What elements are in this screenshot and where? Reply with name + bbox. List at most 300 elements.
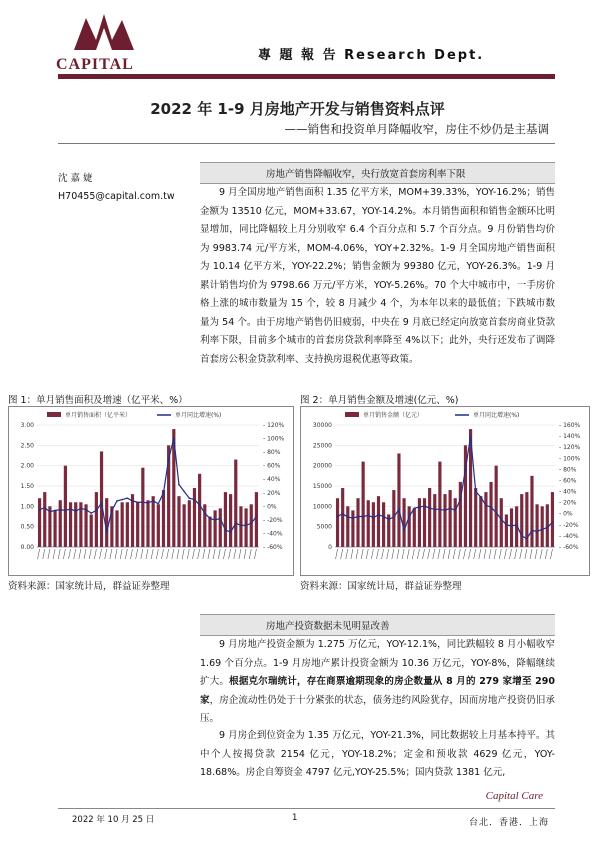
x-axis-tick-mark xyxy=(402,549,404,559)
x-axis-tick-mark xyxy=(125,549,127,559)
growth-point xyxy=(388,518,390,520)
x-axis-tick-mark xyxy=(417,549,419,559)
bar xyxy=(443,494,446,547)
x-axis-tick-mark xyxy=(84,549,86,559)
growth-point xyxy=(475,491,477,493)
right-axis-tick: - -40% xyxy=(263,530,283,538)
figure1-chart xyxy=(8,406,294,576)
x-axis-tick-mark xyxy=(69,549,71,559)
right-axis-tick: - -20% xyxy=(559,521,579,529)
growth-point xyxy=(225,529,227,531)
bar xyxy=(438,462,441,547)
section2-heading: 房地产投资数据未见明显改善 xyxy=(200,614,555,636)
growth-point xyxy=(383,516,385,518)
bar xyxy=(454,498,457,547)
bar xyxy=(541,506,544,547)
growth-point xyxy=(347,516,349,518)
x-axis-tick-mark xyxy=(213,549,215,559)
x-axis-tick-mark xyxy=(141,549,143,559)
left-axis-tick: 15000 xyxy=(312,483,332,490)
left-axis-tick: 0.00 xyxy=(20,544,34,551)
bar xyxy=(397,453,400,547)
growth-point xyxy=(199,504,201,506)
x-axis-tick-mark xyxy=(208,549,210,559)
x-axis-tick-mark xyxy=(407,549,409,559)
x-axis-tick-mark xyxy=(412,549,414,559)
x-axis-tick-mark xyxy=(346,549,348,559)
x-axis-tick-mark xyxy=(38,549,40,559)
report-title: 2022 年 1-9 月房地产开发与销售资料点评 xyxy=(150,100,445,118)
x-axis-tick-mark xyxy=(79,549,81,559)
growth-point xyxy=(367,515,369,517)
x-axis-tick-mark xyxy=(53,549,55,559)
bar xyxy=(372,502,375,547)
x-axis-tick-mark xyxy=(110,549,112,559)
left-axis-tick: 10000 xyxy=(312,503,332,511)
footer-page-number: 1 xyxy=(292,813,298,823)
x-axis-tick-mark xyxy=(94,549,96,559)
x-axis-tick-mark xyxy=(474,549,476,559)
left-axis-tick: 1.50 xyxy=(20,483,34,490)
growth-point xyxy=(460,499,462,501)
growth-point xyxy=(189,497,191,499)
x-axis-tick-mark xyxy=(161,549,163,559)
x-axis-tick-mark xyxy=(397,549,399,559)
bar xyxy=(38,498,41,547)
bar xyxy=(74,502,77,547)
left-axis-tick: 0 xyxy=(328,544,332,551)
growth-point xyxy=(552,521,554,523)
bar xyxy=(131,494,134,547)
growth-point xyxy=(256,516,258,518)
x-axis-tick-mark xyxy=(504,549,506,559)
growth-point xyxy=(444,510,446,512)
bar xyxy=(392,490,395,547)
growth-point xyxy=(194,499,196,501)
bar xyxy=(157,504,160,547)
x-axis-tick-mark xyxy=(448,549,450,559)
x-axis-tick-mark xyxy=(550,549,552,559)
section2-paragraph1 xyxy=(200,636,555,729)
legend-line-label: 单月同比增速(%) xyxy=(175,412,222,419)
growth-point xyxy=(137,501,139,503)
growth-point xyxy=(490,506,492,508)
growth-point xyxy=(158,503,160,505)
x-axis-tick-mark xyxy=(156,549,158,559)
header-bar xyxy=(58,74,555,79)
growth-point xyxy=(337,516,339,518)
right-axis-tick: - 80% xyxy=(263,449,281,457)
left-axis-tick: 3.00 xyxy=(20,422,34,429)
growth-point xyxy=(408,516,410,518)
x-axis-tick-mark xyxy=(458,549,460,559)
growth-point xyxy=(526,538,528,540)
x-axis-tick-mark xyxy=(198,549,200,559)
x-axis-tick-mark xyxy=(336,549,338,559)
growth-point xyxy=(209,518,211,520)
left-axis-tick: 2.50 xyxy=(20,442,34,450)
capital-logo-bird xyxy=(66,10,142,56)
growth-point xyxy=(414,507,416,509)
x-axis-tick-mark xyxy=(172,549,174,559)
growth-point xyxy=(521,535,523,537)
figure2-caption: 图 2：单月销售金额及增速(亿元、%) xyxy=(300,395,459,406)
bar xyxy=(59,500,62,547)
bar xyxy=(551,492,554,547)
x-axis-tick-mark xyxy=(392,549,394,559)
x-axis-tick-mark xyxy=(146,549,148,559)
bar xyxy=(505,514,508,547)
capital-logo-text: CAPITAL xyxy=(56,56,134,73)
right-axis-tick: - 100% xyxy=(263,435,285,443)
bar xyxy=(219,508,222,547)
bar xyxy=(510,508,513,547)
author-email[interactable]: H70455@capital.com.tw xyxy=(58,191,175,202)
x-axis-tick-mark xyxy=(192,549,194,559)
left-axis-tick: 5000 xyxy=(316,523,332,531)
growth-point xyxy=(235,522,237,524)
bar xyxy=(489,482,492,547)
author-name: 沈 嘉 婕 xyxy=(58,173,93,184)
x-axis-tick-mark xyxy=(463,549,465,559)
bar xyxy=(356,498,359,547)
growth-point xyxy=(454,510,456,512)
growth-point xyxy=(434,508,436,510)
x-axis-tick-mark xyxy=(167,549,169,559)
growth-point xyxy=(403,530,405,532)
growth-point xyxy=(54,510,56,512)
growth-point xyxy=(393,516,395,518)
growth-point xyxy=(245,525,247,527)
figure1-caption: 图 1：单月销售面积及增速（亿平米、%） xyxy=(8,395,188,406)
bar xyxy=(433,494,436,547)
legend-bar-label: 单月销售面积（亿平米） xyxy=(65,412,132,419)
x-axis-tick-mark xyxy=(535,549,537,559)
x-axis-tick-mark xyxy=(371,549,373,559)
growth-point xyxy=(373,517,375,519)
bar xyxy=(239,506,242,547)
growth-point xyxy=(44,507,46,509)
x-axis-tick-mark xyxy=(223,549,225,559)
legend-bar-label: 单月销售金额（亿元） xyxy=(363,412,424,419)
x-axis-tick-mark xyxy=(105,549,107,559)
x-axis-tick-mark xyxy=(249,549,251,559)
growth-point xyxy=(163,492,165,494)
bar xyxy=(100,451,103,547)
footer-date: 2022 年 10 月 25 日 xyxy=(72,815,155,825)
x-axis-tick-mark xyxy=(131,549,133,559)
x-axis-tick-mark xyxy=(234,549,236,559)
x-axis-tick-mark xyxy=(453,549,455,559)
growth-point xyxy=(178,484,180,486)
right-axis-tick: - 60% xyxy=(559,477,577,485)
bar xyxy=(418,498,421,547)
section1-heading: 房地产销售降幅收窄，央行放宽首套房利率下限 xyxy=(200,162,555,184)
growth-point xyxy=(183,491,185,493)
x-axis-tick-mark xyxy=(438,549,440,559)
growth-point xyxy=(204,512,206,514)
growth-point xyxy=(362,516,364,518)
x-axis-tick-mark xyxy=(100,549,102,559)
footer-brand: Capital Care xyxy=(485,790,543,802)
right-axis-tick: - 0% xyxy=(559,510,573,518)
growth-point xyxy=(142,501,144,503)
x-axis-tick-mark xyxy=(203,549,205,559)
x-axis-tick-mark xyxy=(177,549,179,559)
growth-point xyxy=(96,510,98,512)
right-axis-tick: - 160% xyxy=(559,422,581,429)
x-axis-tick-mark xyxy=(89,549,91,559)
bar xyxy=(162,490,165,547)
bar xyxy=(126,502,129,547)
bar xyxy=(500,498,503,547)
bar xyxy=(183,504,186,547)
bar xyxy=(53,510,56,547)
x-axis-tick-mark xyxy=(545,549,547,559)
bar xyxy=(530,476,533,547)
figure2-source: 资料来源：国家统计局，群益证券整理 xyxy=(300,581,462,592)
x-axis-tick-mark xyxy=(510,549,512,559)
bar xyxy=(408,506,411,547)
left-axis-tick: 2.00 xyxy=(20,462,34,470)
right-axis-tick: - -40% xyxy=(559,532,579,540)
bar xyxy=(341,488,344,547)
x-axis-tick-mark xyxy=(58,549,60,559)
x-axis-tick-mark xyxy=(151,549,153,559)
bar xyxy=(382,502,385,547)
x-axis-tick-mark xyxy=(499,549,501,559)
x-axis-tick-mark xyxy=(479,549,481,559)
growth-point xyxy=(465,469,467,471)
growth-point xyxy=(378,514,380,516)
author-block xyxy=(58,170,175,206)
growth-point xyxy=(75,510,77,512)
x-axis-tick-mark xyxy=(356,549,358,559)
left-axis-tick: 20000 xyxy=(312,462,332,470)
growth-point xyxy=(127,497,129,499)
figure2-chart xyxy=(300,406,590,576)
growth-point xyxy=(85,509,87,511)
legend-bar-swatch xyxy=(47,412,61,417)
bar xyxy=(229,494,232,547)
bar xyxy=(250,504,253,547)
x-axis-tick-mark xyxy=(63,549,65,559)
right-axis-tick: - -20% xyxy=(263,516,283,524)
x-axis-tick-mark xyxy=(469,549,471,559)
bar xyxy=(244,508,247,547)
bar xyxy=(136,502,139,547)
x-axis-tick-mark xyxy=(520,549,522,559)
growth-point xyxy=(536,531,538,533)
left-axis-tick: 30000 xyxy=(312,422,332,429)
growth-point xyxy=(101,502,103,504)
left-axis-tick: 1.00 xyxy=(20,503,34,511)
bar xyxy=(208,517,211,548)
x-axis-tick-mark xyxy=(351,549,353,559)
x-axis-tick-mark xyxy=(376,549,378,559)
bar xyxy=(188,500,191,547)
bar xyxy=(64,466,67,547)
x-axis-tick-mark xyxy=(428,549,430,559)
x-axis-tick-mark xyxy=(361,549,363,559)
growth-point xyxy=(470,435,472,437)
bar xyxy=(177,496,180,547)
x-axis-tick-mark xyxy=(244,549,246,559)
x-axis-tick-mark xyxy=(525,549,527,559)
growth-point xyxy=(449,507,451,509)
section1-paragraph: 9 月全国房地产销售面积 1.35 亿平方米，MOM+39.33%，YOY-16.2%；销售金额为 13510 亿元，MOM+33.67，YOY-14.2%。本月销售面积和销售金额环比明显增加，同比降幅较上月分别收窄 6.4 个百分点和 5.7 个百分点。9 月份销售均价为 9983.74 元/平方米，MOM-4.06%，YOY+2.32%。1-9 月全国房地产销售面积为 10.14 亿平方米，YOY-22.2%；销售金额为 99380 亿元，YOY-26.3%。1-9 月累计销售均价为 9798.66 万元/平方米，YOY-5.26%。70 个大中城市中，一手房价格上涨的城市数量为 15 个，较 8 月减少 4 个，为本年以来的最低值；下跌城市数量为 54 个。由于房地产销售仍旧疲弱，中央在 9 月底已经定向放宽首套房商业贷款利率下限，目前多个城市的首套房贷款利率降至 4%以下；此外，央行还发布了调降首套房公积金贷款利率、支持换房退税优惠等政策。 xyxy=(200,187,555,365)
growth-point xyxy=(495,512,497,514)
bar xyxy=(367,500,370,547)
figure2-svg xyxy=(301,407,589,575)
section2-para1-text: 9 月房地产投资金额为 1.275 万亿元，YOY-12.1%，同比跌幅较 8 月小幅收窄 1.69 个百分点。1-9 月房地产累计投资金额为 10.36 万亿元，YOY-8%，降幅继续扩大。 xyxy=(200,639,555,687)
bar xyxy=(214,510,217,547)
growth-point xyxy=(547,527,549,529)
x-axis-tick-mark xyxy=(187,549,189,559)
growth-point xyxy=(65,510,67,512)
bar xyxy=(152,496,155,547)
growth-point xyxy=(500,518,502,520)
figure1-source: 资料来源：国家统计局，群益证券整理 xyxy=(8,581,170,592)
x-axis-tick-mark xyxy=(43,549,45,559)
growth-point xyxy=(531,530,533,532)
legend-bar-swatch xyxy=(345,412,359,417)
growth-point xyxy=(419,506,421,508)
right-axis-tick: - 20% xyxy=(263,489,281,497)
bar xyxy=(484,492,487,547)
growth-point xyxy=(106,531,108,533)
bar xyxy=(146,500,149,547)
bar xyxy=(224,492,227,547)
right-axis-tick: - 120% xyxy=(559,444,581,452)
growth-point xyxy=(49,511,51,513)
x-axis-tick-mark xyxy=(515,549,517,559)
growth-point xyxy=(357,516,359,518)
x-axis-tick-mark xyxy=(341,549,343,559)
growth-point xyxy=(132,500,134,502)
bar xyxy=(95,492,98,547)
right-axis-tick: - 0% xyxy=(263,503,277,511)
x-axis-tick-mark xyxy=(136,549,138,559)
section2-para1-tail: ，房企流动性仍处于十分紧张的状态，债务违约风险犹存，因而房地产投资仍旧承压。 xyxy=(200,694,555,724)
legend-line-label: 单月同比增速(%) xyxy=(473,412,520,419)
growth-point xyxy=(511,525,513,527)
x-axis-tick-mark xyxy=(489,549,491,559)
header-title: 專 題 報 告 Research Dept. xyxy=(258,48,485,63)
right-axis-tick: - 60% xyxy=(263,462,281,470)
bar xyxy=(351,510,354,547)
x-axis-tick-mark xyxy=(239,549,241,559)
bar xyxy=(43,492,46,547)
bar xyxy=(121,502,124,547)
growth-point xyxy=(80,508,82,510)
report-subtitle: ——销售和投资单月降幅收窄，房住不炒仍是主基调 xyxy=(284,122,549,136)
bar xyxy=(377,496,380,547)
x-axis-tick-mark xyxy=(120,549,122,559)
bar xyxy=(402,498,405,547)
bar xyxy=(336,498,339,547)
x-axis-tick-mark xyxy=(182,549,184,559)
bar xyxy=(474,488,477,547)
x-axis-tick-mark xyxy=(115,549,117,559)
left-axis-tick: 25000 xyxy=(312,442,332,450)
growth-point xyxy=(39,509,41,511)
growth-point xyxy=(173,438,175,440)
right-axis-tick: - 40% xyxy=(559,488,577,496)
x-axis-tick-mark xyxy=(433,549,435,559)
growth-point xyxy=(219,518,221,520)
x-axis-tick-mark xyxy=(484,549,486,559)
left-axis-tick: 0.50 xyxy=(20,523,34,531)
x-axis-tick-mark xyxy=(494,549,496,559)
right-axis-tick: - 40% xyxy=(263,476,281,484)
growth-point xyxy=(439,508,441,510)
growth-point xyxy=(485,505,487,507)
bar xyxy=(449,490,452,547)
section2-paragraph2: 9 月房企到位资金为 1.35 万亿元，YOY-21.3%，同比数据较上月基本持平。其中个人按揭贷款 2154 亿元，YOY-18.2%；定金和预收款 4629 亿元，YOY-18.68%。房企自筹资金 4797 亿元,YOY-25.5%；国内贷款 1381 亿元, xyxy=(200,730,555,778)
right-axis-tick: - -60% xyxy=(559,544,579,551)
growth-point xyxy=(116,500,118,502)
x-axis-tick-mark xyxy=(254,549,256,559)
growth-point xyxy=(429,507,431,509)
x-axis-tick-mark xyxy=(229,549,231,559)
growth-point xyxy=(541,528,543,530)
growth-point xyxy=(240,525,242,527)
growth-point xyxy=(342,513,344,515)
growth-point xyxy=(152,500,154,502)
x-axis-tick-mark xyxy=(218,549,220,559)
growth-point xyxy=(111,510,113,512)
bar xyxy=(115,510,118,547)
growth-point xyxy=(59,509,61,511)
growth-point xyxy=(70,508,72,510)
right-axis-tick: - 120% xyxy=(263,422,285,429)
title-divider xyxy=(58,143,555,144)
bar xyxy=(193,488,196,547)
x-axis-tick-mark xyxy=(530,549,532,559)
growth-point xyxy=(480,496,482,498)
bar xyxy=(495,466,498,547)
bar xyxy=(520,494,523,547)
x-axis-tick-mark xyxy=(387,549,389,559)
bar xyxy=(255,492,258,547)
x-axis-tick-mark xyxy=(48,549,50,559)
bar xyxy=(346,506,349,547)
x-axis-tick-mark xyxy=(366,549,368,559)
x-axis-tick-mark xyxy=(74,549,76,559)
x-axis-tick-mark xyxy=(443,549,445,559)
bar xyxy=(413,508,416,547)
right-axis-tick: - 140% xyxy=(559,433,581,441)
section2-para1-bold: 根据克尔瑞统计，存在商票逾期现象的房企数量从 8 月的 279 家增至 290 家 xyxy=(200,676,555,706)
x-axis-tick-mark xyxy=(382,549,384,559)
bar xyxy=(362,462,365,547)
x-axis-tick-mark xyxy=(540,549,542,559)
growth-point xyxy=(230,531,232,533)
footer-divider xyxy=(58,808,555,809)
bar xyxy=(479,496,482,547)
growth-point xyxy=(250,522,252,524)
footer-cities: 台北．香港．上海 xyxy=(468,818,549,828)
right-axis-tick: - 20% xyxy=(559,499,577,507)
bar xyxy=(234,460,237,547)
figure1-svg xyxy=(9,407,293,575)
growth-point xyxy=(147,502,149,504)
bar xyxy=(90,514,93,547)
right-axis-tick: - 80% xyxy=(559,466,577,474)
growth-point xyxy=(516,524,518,526)
bar xyxy=(198,474,201,547)
